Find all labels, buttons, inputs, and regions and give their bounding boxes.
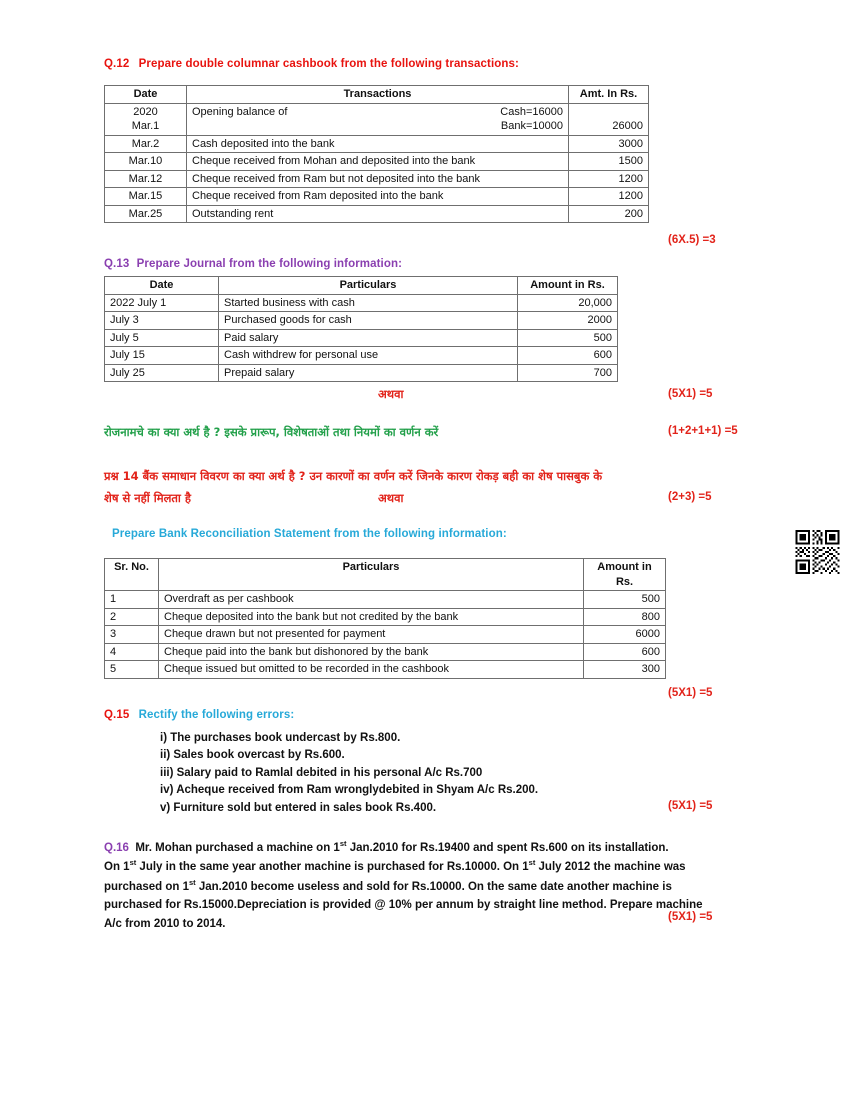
- table-header-row: [105, 277, 618, 295]
- table-row: [105, 661, 666, 679]
- table-row: [105, 626, 666, 644]
- q12-row0-bank: Bank=10000: [500, 120, 563, 133]
- q16-number: Q.16: [104, 841, 129, 854]
- q12-row1-amount: 3000: [569, 135, 649, 153]
- q14-row3-particulars: Cheque paid into the bank but dishonored by the bank: [159, 643, 584, 661]
- q14-row3-sr: 4: [105, 643, 159, 661]
- q13-row3-particulars: Cash withdrew for personal use: [219, 347, 518, 365]
- table-row: [105, 591, 666, 609]
- table-row: [105, 135, 649, 153]
- q12-row0-amount-line2: 26000: [612, 120, 643, 133]
- q12-row0-amount-line1: [574, 105, 643, 120]
- q16-line2-b: July in the same year another machine is purchased for Rs.10000. On 1: [136, 861, 529, 874]
- q14-row3-amount: 600: [584, 643, 666, 661]
- table-row: [105, 205, 649, 223]
- q14-row2-amount: 6000: [584, 626, 666, 644]
- q12-row5-amount: 200: [569, 205, 649, 223]
- q14-row4-particulars: Cheque issued but omitted to be recorded in the cashbook: [159, 661, 584, 679]
- q12-row2-date: Mar.10: [105, 153, 187, 171]
- table-row: [105, 329, 618, 347]
- q12-row4-particulars: Cheque received from Ram deposited into the bank: [187, 188, 569, 206]
- q13-row4-date: July 25: [105, 364, 219, 382]
- q14-row1-amount: 800: [584, 608, 666, 626]
- q14-row2-particulars: Cheque drawn but not presented for payment: [159, 626, 584, 644]
- list-item: ii) Sales book overcast by Rs.600.: [160, 749, 345, 762]
- q16-line3-sup: st: [189, 877, 196, 887]
- q12-row3-amount: 1200: [569, 170, 649, 188]
- q13-row0-particulars: Started business with cash: [219, 294, 518, 312]
- table-header-row: [105, 559, 666, 591]
- q13-marks: (5X1) =5: [668, 388, 713, 400]
- q13-row1-amount: 2000: [518, 312, 618, 330]
- q14-row4-sr: 5: [105, 661, 159, 679]
- q16-line1-a: Mr. Mohan purchased a machine on 1: [135, 841, 340, 854]
- table-row: [105, 364, 618, 382]
- q13-heading: [104, 258, 402, 270]
- table-row: [105, 643, 666, 661]
- q12-row0-text: Opening balance of: [192, 105, 288, 118]
- q12-header-amount: Amt. In Rs.: [569, 86, 649, 104]
- q12-title: Prepare double columnar cashbook from the following transactions:: [138, 58, 519, 70]
- q14-hindi-line2: शेष से नहीं मिलता है: [104, 491, 192, 505]
- q14-header-amount: [584, 559, 666, 591]
- q12-number: Q.12: [104, 58, 130, 70]
- q16-line3-a: purchased on 1: [104, 880, 189, 893]
- q16-line5: A/c from 2010 to 2014.: [104, 917, 226, 930]
- q13-header-amount: Amount in Rs.: [518, 277, 618, 295]
- table-row: [105, 294, 618, 312]
- qr-code: [795, 530, 840, 574]
- q12-row5-date: Mar.25: [105, 205, 187, 223]
- q13-or-label: अथवा: [378, 387, 404, 401]
- q14-row2-sr: 3: [105, 626, 159, 644]
- q16-line1-b: Jan.2010 for Rs.19400 and spent Rs.600 on its installation.: [346, 841, 669, 854]
- q13-row3-date: July 15: [105, 347, 219, 365]
- q13-row1-date: July 3: [105, 312, 219, 330]
- q14-header-amount-line1: Amount in: [597, 561, 652, 573]
- q13-header-date: Date: [105, 277, 219, 295]
- q16-line1-sup: st: [339, 839, 347, 848]
- table-row: [105, 188, 649, 206]
- table-row: [105, 103, 649, 135]
- table-row: [105, 312, 618, 330]
- q14-hindi-line1: प्रश्न 14 बैंक समाधान विवरण का क्या अर्थ है ? उन कारणों का वर्णन करें जिनके कारण रोकड़ बही का शेष पासबुक के: [104, 469, 603, 483]
- q12-row0-particulars: [187, 103, 569, 135]
- table-row: [105, 170, 649, 188]
- q14-marks: (2+3) =5: [668, 491, 712, 503]
- q15-number: Q.15: [104, 709, 130, 721]
- q13-row0-date: 2022 July 1: [105, 294, 219, 312]
- q12-marks: (6X.5) =3: [668, 234, 716, 246]
- table-row: [105, 153, 649, 171]
- q12-row0-date: [105, 103, 187, 135]
- q12-row4-date: Mar.15: [105, 188, 187, 206]
- q13-table: [104, 276, 618, 382]
- q15-marks: (5X1) =5: [668, 800, 713, 812]
- q14-row1-sr: 2: [105, 608, 159, 626]
- q12-row0-date-line1: 2020: [133, 105, 158, 118]
- q13-row3-amount: 600: [518, 347, 618, 365]
- q13-row4-particulars: Prepaid salary: [219, 364, 518, 382]
- q14-header-srno: Sr. No.: [105, 559, 159, 591]
- q13-row0-amount: 20,000: [518, 294, 618, 312]
- q14-header-amount-line2: Rs.: [615, 575, 634, 588]
- q16-block: [104, 838, 762, 934]
- q14-row0-amount: 500: [584, 591, 666, 609]
- list-item: i) The purchases book undercast by Rs.800.: [160, 732, 401, 744]
- q12-row4-amount: 1200: [569, 188, 649, 206]
- q12-row0-cash: Cash=16000: [500, 105, 563, 118]
- table-header-row: [105, 86, 649, 104]
- q15-heading: [104, 709, 294, 721]
- q12-row0-date-line2: Mar.1: [131, 120, 160, 133]
- q13-row4-amount: 700: [518, 364, 618, 382]
- q12-row1-particulars: Cash deposited into the bank: [187, 135, 569, 153]
- q14-row1-particulars: Cheque deposited into the bank but not credited by the bank: [159, 608, 584, 626]
- q12-row3-date: Mar.12: [105, 170, 187, 188]
- q14-row0-sr: 1: [105, 591, 159, 609]
- q13-alternative-marks: (1+2+1+1) =5: [668, 425, 738, 437]
- q16-line2-a: On 1: [104, 861, 130, 874]
- q16-line4: purchased for Rs.15000.Depreciation is provided @ 10% per annum by straight line method. Prepare machine: [104, 899, 703, 912]
- q15-title: Rectify the following errors:: [138, 709, 295, 721]
- q15-error-list: [160, 730, 538, 817]
- q16-line2: [104, 857, 762, 876]
- q14-header-particulars: Particulars: [159, 559, 584, 591]
- q13-row2-amount: 500: [518, 329, 618, 347]
- q16-line2-sup2: st: [528, 858, 536, 868]
- q12-heading: [104, 58, 519, 70]
- table-row: [105, 608, 666, 626]
- q12-header-date: Date: [105, 86, 187, 104]
- q12-row2-particulars: Cheque received from Mohan and deposited into the bank: [187, 153, 569, 171]
- q16-line3-b: Jan.2010 become useless and sold for Rs.10000. On the same date another machine is: [195, 880, 672, 893]
- q13-header-particulars: Particulars: [219, 277, 518, 295]
- q13-row1-particulars: Purchased goods for cash: [219, 312, 518, 330]
- table-row: [105, 347, 618, 365]
- q16-line2-sup1: st: [129, 858, 137, 868]
- q12-row5-particulars: Outstanding rent: [187, 205, 569, 223]
- q12-table: [104, 85, 649, 223]
- q16-marks: (5X1) =5: [668, 911, 713, 923]
- q12-row2-amount: 1500: [569, 153, 649, 171]
- list-item: v) Furniture sold but entered in sales book Rs.400.: [160, 801, 437, 814]
- q13-row2-date: July 5: [105, 329, 219, 347]
- q13-title: Prepare Journal from the following information:: [136, 258, 403, 270]
- q16-line1: [104, 838, 762, 857]
- list-item: iv) Acheque received from Ram wronglydebited in Shyam A/c Rs.200.: [160, 784, 539, 797]
- q12-row0-amount: [569, 103, 649, 135]
- q14-table-marks: (5X1) =5: [668, 687, 713, 699]
- q14-row4-amount: 300: [584, 661, 666, 679]
- q14-english-title: Prepare Bank Reconciliation Statement from the following information:: [112, 528, 507, 540]
- q14-brs-table: [104, 558, 666, 679]
- q13-alternative-hindi: रोजनामचे का क्या अर्थ है ? इसके प्रारूप, विशेषताओं तथा नियमों का वर्णन करें: [104, 425, 439, 439]
- list-item: iii) Salary paid to Ramlal debited in his personal A/c Rs.700: [160, 766, 483, 779]
- q12-row1-date: Mar.2: [105, 135, 187, 153]
- q14-or-label: अथवा: [378, 491, 404, 505]
- q16-line3: [104, 877, 762, 896]
- q12-header-transactions: Transactions: [187, 86, 569, 104]
- q13-row2-particulars: Paid salary: [219, 329, 518, 347]
- q16-line2-c: July 2012 the machine was: [535, 861, 686, 874]
- q12-row3-particulars: Cheque received from Ram but not deposited into the bank: [187, 170, 569, 188]
- q13-number: Q.13: [104, 258, 130, 270]
- q14-row0-particulars: Overdraft as per cashbook: [159, 591, 584, 609]
